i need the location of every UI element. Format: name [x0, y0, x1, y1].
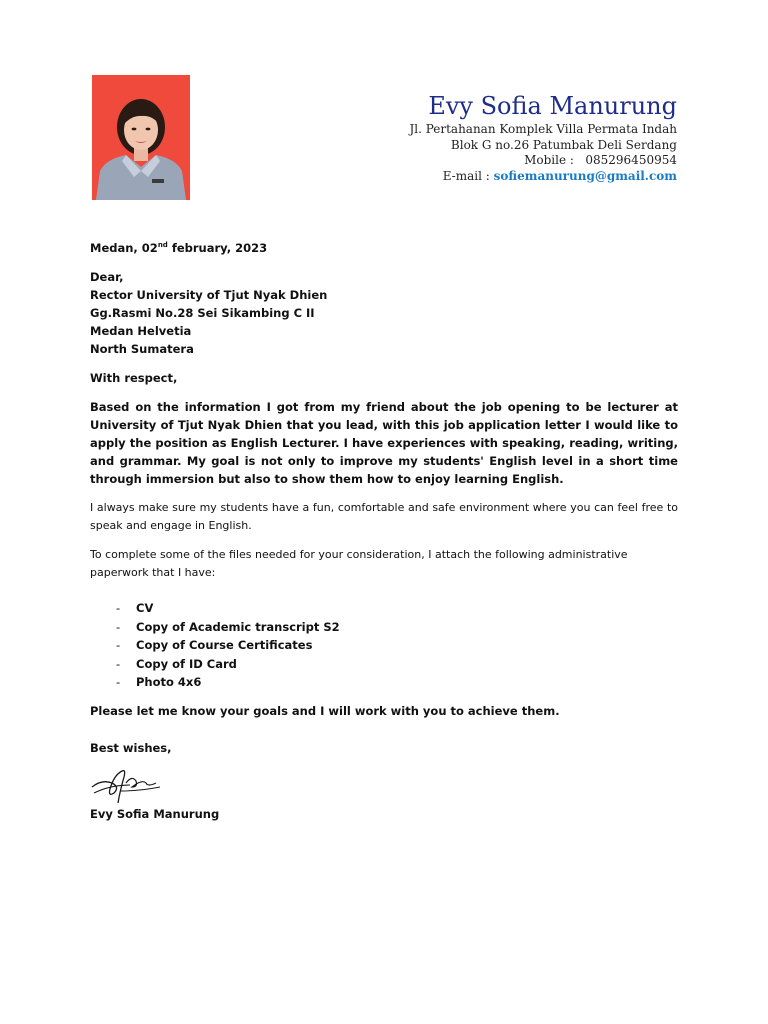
list-item-text: Copy of Academic transcript S2 — [136, 619, 340, 634]
mobile-line — [409, 153, 677, 169]
applicant-name: Evy Sofia Manurung — [428, 92, 677, 120]
list-item-text: Photo 4x6 — [136, 675, 202, 689]
list-item — [90, 599, 678, 618]
list-item — [90, 618, 678, 637]
list-dash: - — [116, 656, 121, 671]
attachment-list — [90, 599, 678, 692]
list-item-text: CV — [136, 601, 154, 615]
list-dash: - — [116, 601, 121, 615]
person-photo-icon — [92, 75, 190, 200]
signer-name: Evy Sofia Manurung — [90, 806, 220, 821]
paragraph-2: I always make sure my students have a fun, comfortable and safe environment where you can feel free to speak and engage in English. — [90, 501, 678, 532]
letter-header — [409, 90, 677, 184]
list-item-text: Copy of Course Certificates — [136, 638, 313, 652]
date-rest: february, 2023 — [167, 241, 268, 255]
sign-off: Best wishes, — [90, 740, 172, 755]
profile-photo — [92, 75, 190, 200]
email-line — [409, 169, 677, 185]
list-item — [90, 673, 678, 692]
list-item-text: Copy of ID Card — [136, 656, 237, 671]
date-prefix: Medan, 02 — [90, 241, 158, 255]
signature-icon — [90, 761, 170, 805]
recipient-line-4: North Sumatera — [90, 342, 194, 356]
list-dash: - — [116, 638, 121, 652]
recipient-line-1: Rector University of Tjut Nyak Dhien — [90, 288, 328, 302]
letter-date — [90, 239, 678, 257]
recipient-line-2: Gg.Rasmi No.28 Sei Sikambing C II — [90, 306, 315, 320]
mobile-label: Mobile : — [524, 153, 574, 167]
mobile-value: 085296450954 — [585, 153, 677, 167]
list-dash: - — [116, 619, 121, 634]
letter-body — [90, 239, 678, 823]
salutation: Dear, — [90, 270, 124, 284]
email-link[interactable]: sofiemanurung@gmail.com — [493, 168, 677, 183]
address-line-2: Blok G no.26 Patumbak Deli Serdang — [450, 137, 677, 152]
list-item — [90, 636, 678, 655]
recipient-line-3: Medan Helvetia — [90, 324, 192, 338]
list-item — [90, 655, 678, 674]
paragraph-3: To complete some of the files needed for your consideration, I attach the following administrative paperwork that I have: — [90, 548, 628, 579]
greeting: With respect, — [90, 371, 178, 385]
paragraph-1-bold: Based on the information I got from my friend about the job opening to be lecturer at University of Tjut Nyak Dhien that you lead, with this job application letter I would like to apply the position as English Lecturer. — [90, 400, 678, 450]
date-suffix: nd — [157, 241, 168, 250]
closing-request: Please let me know your goals and I will work with you to achieve them. — [90, 703, 560, 718]
paragraph-1-rest: I have experiences with speaking, reading, writing, and grammar. My goal is not only to improve my students' English level in a short time through immersion but also to show them how to enjoy learning English. — [90, 436, 678, 486]
signature — [90, 761, 678, 805]
address-line-1: Jl. Pertahanan Komplek Villa Permata Indah — [409, 122, 677, 136]
paragraph-1 — [90, 398, 678, 488]
email-label: E-mail : — [442, 168, 490, 183]
list-dash: - — [116, 675, 121, 689]
